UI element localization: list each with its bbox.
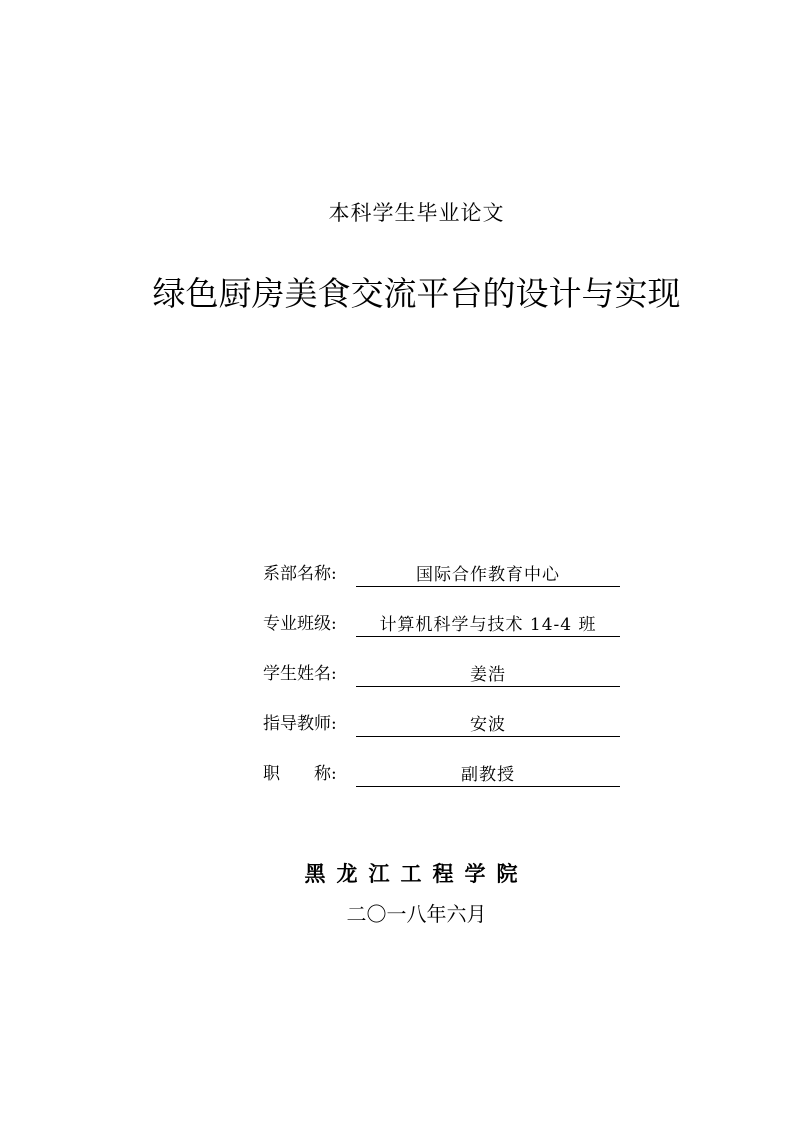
school-name: 黑龙江工程学院 <box>304 861 529 886</box>
title-rank-label: 职 称: <box>263 764 337 784</box>
thesis-type-heading: 本科学生毕业论文 <box>328 201 505 225</box>
thesis-info-block <box>263 559 643 809</box>
advisor-label: 指导教师: <box>263 714 337 734</box>
major-class-label: 专业班级: <box>263 614 337 634</box>
title-rank-value: 副教授 <box>356 764 620 787</box>
major-class-value: 计算机科学与技术 14-4 班 <box>356 614 620 637</box>
submission-date: 二〇一八年六月 <box>346 902 487 926</box>
department-value: 国际合作教育中心 <box>356 564 620 587</box>
info-row-title-rank <box>263 759 643 809</box>
info-row-department <box>263 559 643 609</box>
department-label: 系部名称: <box>263 564 337 584</box>
info-row-advisor <box>263 709 643 759</box>
info-row-major-class <box>263 609 643 659</box>
student-name-label: 学生姓名: <box>263 664 337 684</box>
thesis-title: 绿色厨房美食交流平台的设计与实现 <box>152 274 681 313</box>
student-name-value: 姜浩 <box>356 664 620 687</box>
advisor-value: 安波 <box>356 714 620 737</box>
info-row-student-name <box>263 659 643 709</box>
